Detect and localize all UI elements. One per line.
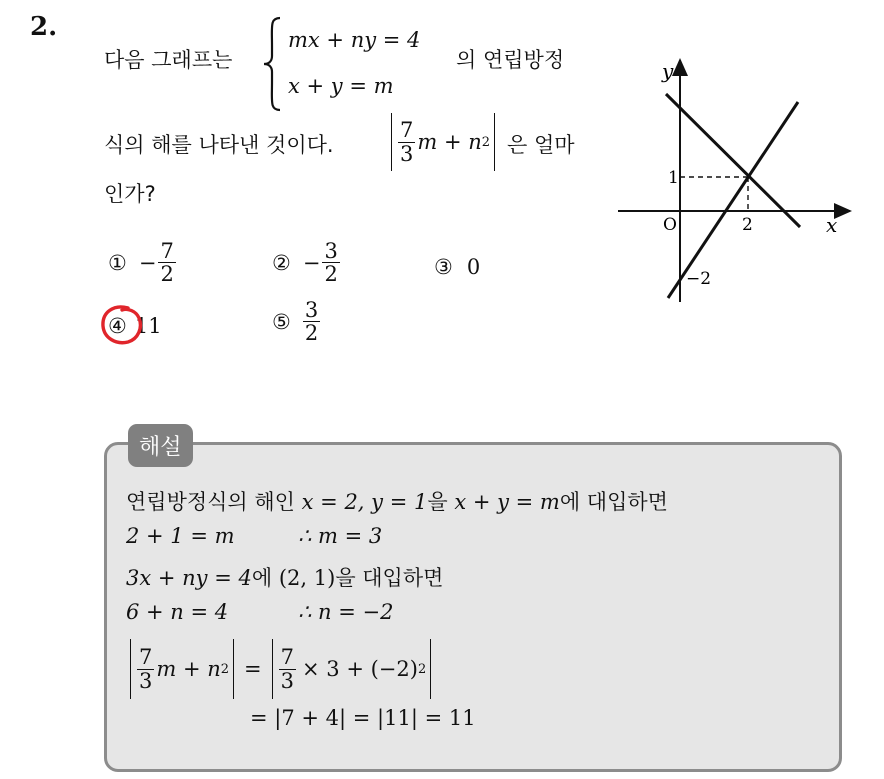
tick-x-2: 2 bbox=[742, 215, 753, 235]
sol-l2-a: 2 + 1 = m bbox=[126, 524, 235, 548]
choice-5-mark: ⑤ bbox=[272, 309, 291, 334]
sol-l5-num2: 7 bbox=[280, 645, 295, 670]
sol-l1-m2: x + y = m bbox=[454, 490, 560, 514]
question-line3: 인가? bbox=[104, 182, 156, 206]
choice-3-mark: ③ bbox=[434, 255, 453, 279]
sol-l5-rest2: × 3 + (−2) bbox=[302, 657, 418, 681]
choice-1-mark: ① bbox=[108, 250, 127, 275]
problem-number: 2. bbox=[30, 12, 58, 42]
sol-l3-ko2: 을 대입하면 bbox=[335, 566, 444, 590]
expr-rest: m + n bbox=[417, 130, 482, 154]
sol-l1-ko2: 을 bbox=[427, 490, 448, 514]
choice-2-sign: − bbox=[302, 250, 321, 275]
sol-l5-den: 3 bbox=[139, 668, 153, 693]
choice-4-mark: ④ bbox=[108, 314, 127, 338]
equation-2: x + y = m bbox=[288, 74, 394, 98]
equation-1: mx + ny = 4 bbox=[288, 28, 421, 52]
choice-5-num: 3 bbox=[304, 298, 319, 322]
choice-5-den: 2 bbox=[304, 321, 319, 346]
expr-numerator: 7 bbox=[400, 118, 414, 143]
sol-l5-exp2: 2 bbox=[417, 661, 427, 677]
graph bbox=[610, 52, 860, 312]
choice-3[interactable] bbox=[434, 255, 480, 279]
expr-denominator: 3 bbox=[400, 141, 414, 166]
question-intro: 다음 그래프는 bbox=[104, 48, 233, 72]
sol-l5-rest: m + n bbox=[156, 657, 221, 681]
sol-l3-m1: 3x + ny = 4 bbox=[126, 566, 252, 590]
sol-l5-eq: = bbox=[244, 657, 262, 681]
sol-l3-m2: (2, 1) bbox=[278, 566, 336, 590]
choice-1-num: 7 bbox=[160, 239, 174, 263]
sol-l1-ko3: 에 대입하면 bbox=[559, 490, 668, 514]
y-axis-label: y bbox=[662, 59, 674, 83]
question-after-system: 의 연립방정 bbox=[456, 48, 565, 72]
choice-2-den: 2 bbox=[324, 262, 338, 287]
solution-tag: 해설 bbox=[128, 424, 193, 467]
selected-answer-circle bbox=[98, 302, 146, 348]
choice-4-value: 11 bbox=[134, 314, 162, 338]
origin-label: O bbox=[663, 215, 677, 235]
sol-l5-den2: 3 bbox=[280, 668, 295, 693]
question-line2: 식의 해를 나타낸 것이다. bbox=[104, 133, 334, 157]
solution-line-3 bbox=[126, 562, 443, 592]
tick-y-neg2: −2 bbox=[686, 269, 712, 289]
solution-line-5 bbox=[130, 638, 431, 700]
choice-2-mark: ② bbox=[272, 250, 291, 275]
solution-line-1 bbox=[126, 486, 668, 516]
solution-line-6: = |7 + 4| = |11| = 11 bbox=[250, 706, 476, 730]
x-axis-label: x bbox=[826, 213, 838, 237]
sol-l1-ko1: 연립방정식의 해인 bbox=[126, 490, 295, 514]
expr-exponent: 2 bbox=[481, 134, 491, 150]
sol-l3-ko1: 에 bbox=[251, 566, 273, 590]
sol-l4-a: 6 + n = 4 bbox=[126, 600, 229, 624]
line-x-plus-y bbox=[666, 94, 800, 227]
abs-expression bbox=[391, 113, 495, 171]
sol-l5-num: 7 bbox=[139, 645, 153, 670]
tick-y-1: 1 bbox=[668, 168, 679, 188]
choice-2-num: 3 bbox=[324, 239, 338, 263]
sol-l4-b: ∴ n = −2 bbox=[298, 600, 394, 624]
sol-l5-exp: 2 bbox=[220, 661, 230, 677]
sol-l2-b: ∴ m = 3 bbox=[298, 524, 383, 548]
choice-1-den: 2 bbox=[160, 262, 174, 287]
system-brace bbox=[262, 16, 284, 112]
choice-5[interactable] bbox=[272, 299, 322, 344]
choice-2[interactable] bbox=[272, 240, 342, 285]
question-line2-suffix: 은 얼마 bbox=[507, 133, 575, 157]
choice-1-sign: − bbox=[138, 250, 157, 275]
sol-l1-m1: x = 2, y = 1 bbox=[301, 490, 428, 514]
choice-3-value: 0 bbox=[466, 255, 481, 279]
choice-1[interactable] bbox=[108, 240, 178, 285]
